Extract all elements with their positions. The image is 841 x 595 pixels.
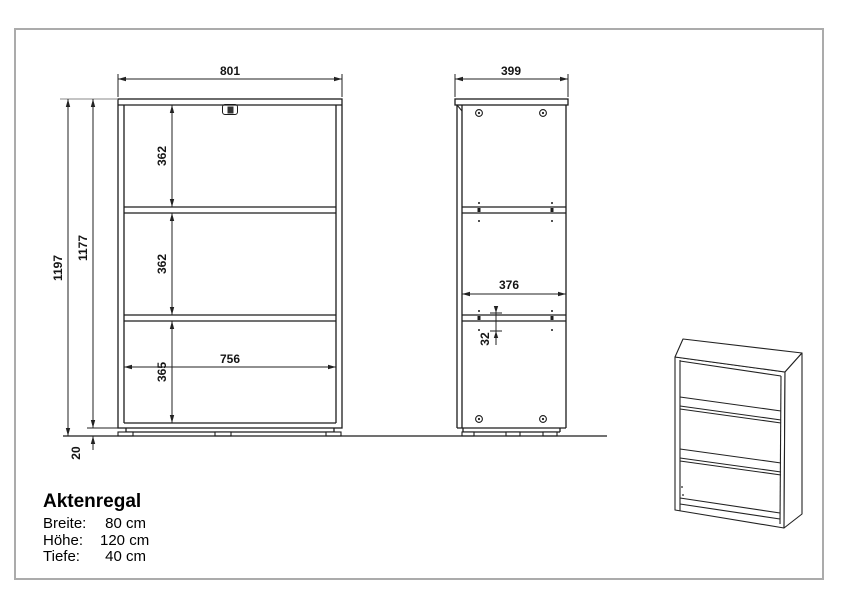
dim-height-body: 1177 bbox=[76, 234, 90, 262]
spec-row-depth bbox=[43, 549, 146, 566]
product-title: Aktenregal bbox=[43, 491, 142, 512]
spec-row-height bbox=[43, 531, 150, 550]
side-cam-locks-bottom bbox=[476, 416, 547, 423]
front-outer-body bbox=[118, 99, 342, 428]
dimension-lines bbox=[60, 74, 568, 450]
dim-bottom-compartment: 365 bbox=[155, 361, 169, 383]
product-info-block bbox=[43, 491, 150, 566]
dim-height-total: 1197 bbox=[51, 254, 65, 282]
spec-value: 120 cm bbox=[100, 531, 150, 549]
dim-inner-width: 756 bbox=[219, 352, 241, 366]
perspective-view bbox=[675, 339, 802, 528]
side-corner-detail bbox=[457, 105, 462, 111]
dim-front-width: 801 bbox=[219, 64, 241, 78]
front-shelf-2 bbox=[124, 315, 336, 321]
dim-side-depth: 399 bbox=[500, 64, 522, 78]
dim-hole-spacing: 32 bbox=[478, 332, 492, 346]
dim-inner-depth: 376 bbox=[498, 278, 520, 292]
persp-front-face bbox=[675, 357, 785, 528]
dim-foot-height: 20 bbox=[69, 446, 83, 460]
persp-right-face bbox=[784, 353, 802, 528]
side-cam-locks-top bbox=[476, 110, 547, 117]
side-top-panel bbox=[455, 99, 568, 105]
side-view bbox=[455, 99, 568, 436]
spec-value: 80 cm bbox=[105, 515, 146, 532]
spec-row-width bbox=[43, 516, 146, 533]
spec-label: Höhe: bbox=[43, 531, 84, 549]
wall-mount-fitting-icon bbox=[223, 105, 238, 115]
dimension-arrows bbox=[66, 77, 568, 444]
dim-top-compartment: 362 bbox=[155, 145, 169, 167]
front-view bbox=[118, 99, 342, 436]
spec-value: 40 cm bbox=[105, 548, 146, 565]
spec-label: Tiefe: bbox=[43, 548, 80, 565]
spec-label: Breite: bbox=[43, 515, 87, 532]
front-shelf-1 bbox=[124, 207, 336, 213]
side-shelf-pin-holes bbox=[478, 202, 554, 331]
dimension-labels bbox=[51, 64, 521, 460]
dim-middle-compartment: 362 bbox=[155, 253, 169, 275]
